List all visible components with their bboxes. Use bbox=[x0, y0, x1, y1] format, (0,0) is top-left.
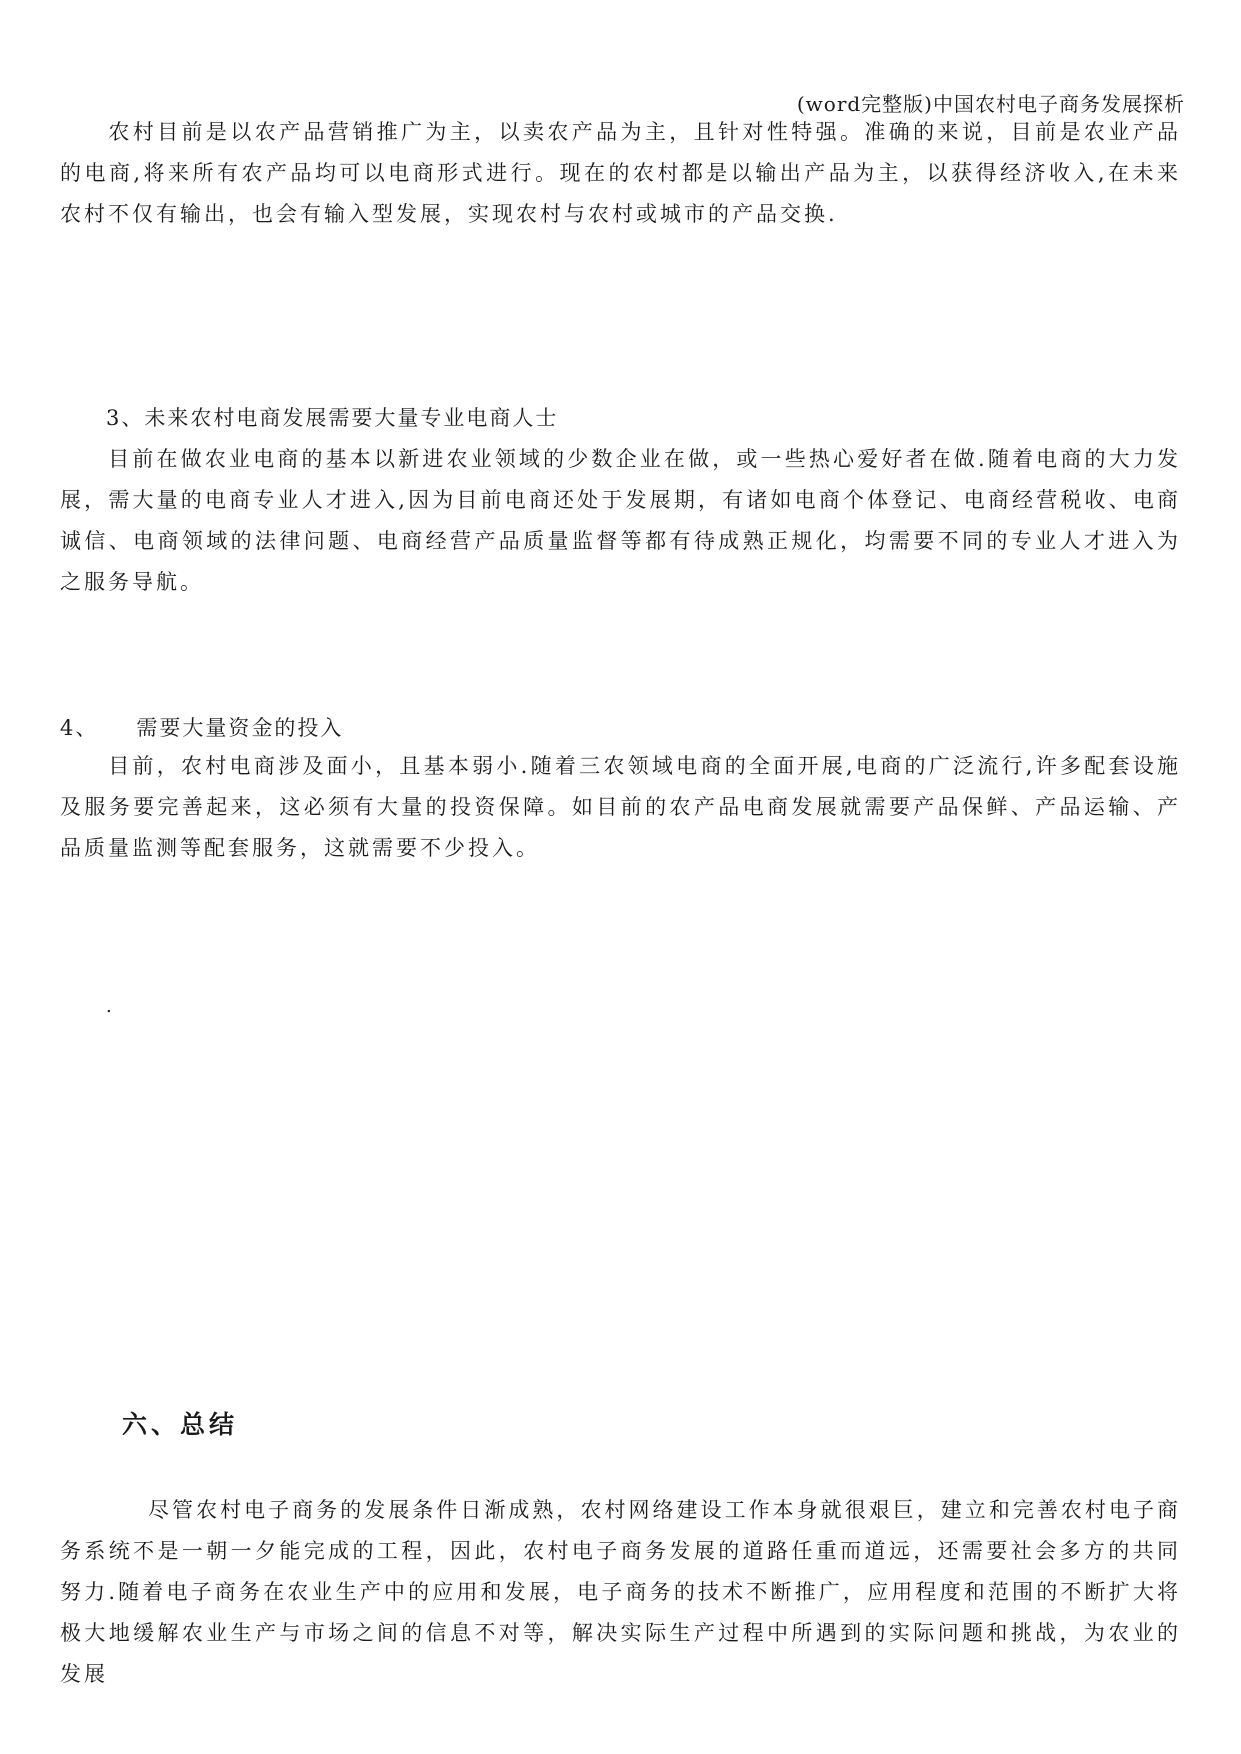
paragraph-text: 农村目前是以农产品营销推广为主，以卖农产品为主，且针对性特强。准确的来说，目前是农业产品的电商,将来所有农产品均可以电商形式进行。现在的农村都是以输出产品为主，以获得经济收入,在未来农村不仅有输出，也会有输入型发展，实现农村与农村或城市的产品交换. bbox=[60, 120, 1181, 226]
paragraph-summary bbox=[60, 1490, 1181, 1695]
paragraph-funding bbox=[60, 746, 1181, 869]
heading-3-talent: 3、未来农村电商发展需要大量专业电商人士 bbox=[106, 406, 559, 430]
paragraph-text: 尽管农村电子商务的发展条件日渐成熟，农村网络建设工作本身就很艰巨，建立和完善农村电子商务系统不是一朝一夕能完成的工程，因此，农村电子商务发展的道路任重而道远，还需要社会多方的共同努力.随着电子商务在农业生产中的应用和发展，电子商务的技术不断推广，应用程度和范围的不断扩大将极大地缓解农业生产与市场之间的信息不对等，解决实际生产过程中所遇到的实际问题和挑战，为农业的发展 bbox=[60, 1498, 1181, 1686]
paragraph-text: 目前，农村电商涉及面小，且基本弱小.随着三农领域电商的全面开展,电商的广泛流行,许多配套设施及服务要完善起来，这必须有大量的投资保障。如目前的农产品电商发展就需要产品保鲜、产品运输、产品质量监测等配套服务，这就需要不少投入。 bbox=[60, 754, 1181, 860]
running-header: (word完整版)中国农村电子商务发展探析 bbox=[796, 92, 1185, 116]
paragraph-current-situation bbox=[60, 112, 1181, 235]
paragraph-text: 目前在做农业电商的基本以新进农业领域的少数企业在做，或一些热心爱好者在做.随着电商的大力发展，需大量的电商专业人才进入,因为目前电商还处于发展期，有诸如电商个体登记、电商经营税收、电商诚信、电商领域的法律问题、电商经营产品质量监督等都有待成熟正规化，均需要不同的专业人才进入为之服务导航。 bbox=[60, 447, 1181, 594]
heading-number: 4、 bbox=[60, 716, 99, 740]
heading-text: 需要大量资金的投入 bbox=[136, 716, 344, 740]
heading-4-funding bbox=[60, 712, 343, 742]
section-6-title: 六、总结 bbox=[122, 1410, 239, 1439]
stray-dot: . bbox=[106, 996, 112, 1017]
paragraph-talent bbox=[60, 439, 1181, 603]
